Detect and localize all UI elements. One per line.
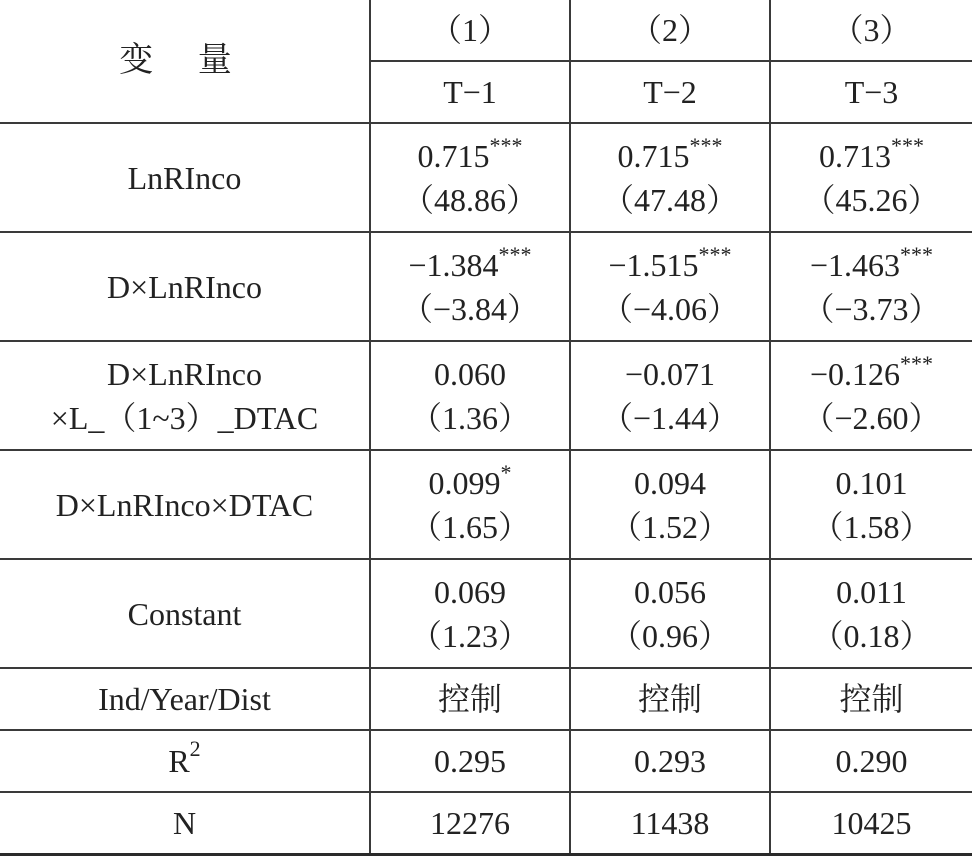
t-statistic: （0.96） [609, 617, 730, 654]
coefficient-line [371, 570, 569, 614]
coefficient-cell [570, 450, 770, 559]
variable-name: ×L_（1~3）_DTAC [50, 399, 319, 436]
t-statistic: （1.23） [409, 617, 530, 654]
coefficient-line [571, 570, 769, 614]
coefficient-value: 0.715 [417, 137, 490, 174]
coefficient-value: 0.069 [434, 573, 506, 610]
variable-name-cell [0, 232, 370, 341]
value-cell: 12276 [370, 792, 570, 855]
column-number-3: （3） [770, 0, 972, 61]
coefficient-line [571, 461, 769, 505]
t-statistic: （−4.06） [600, 290, 740, 327]
significance-stars: *** [498, 241, 532, 267]
column-number-2: （2） [570, 0, 770, 61]
table-row [0, 668, 972, 730]
t-statistic: （−2.60） [802, 399, 941, 436]
variable-name: D×LnRInco [107, 268, 262, 305]
coefficient-line [571, 134, 769, 178]
value-cell: 11438 [570, 792, 770, 855]
significance-stars: *** [891, 132, 924, 158]
coefficient-cell [570, 559, 770, 668]
t-statistic: （48.86） [401, 181, 538, 218]
t-statistic: （47.48） [601, 181, 738, 218]
coefficient-value: 0.101 [835, 464, 908, 501]
variable-name-cell [0, 559, 370, 668]
coefficient-cell [370, 341, 570, 450]
t-statistic: （−3.84） [400, 290, 540, 327]
coefficient-value: −0.071 [624, 355, 716, 392]
coefficient-cell [570, 123, 770, 232]
variable-name-cell [0, 450, 370, 559]
table-row [0, 450, 972, 559]
variable-name-cell [0, 792, 370, 855]
coefficient-value: −1.463 [809, 246, 901, 283]
variable-header: 变 量 [0, 0, 370, 123]
coefficient-cell [370, 559, 570, 668]
t-statistic: （1.58） [811, 508, 932, 545]
coefficient-value: −1.384 [408, 246, 499, 283]
coefficient-line [371, 134, 569, 178]
t-statistic: （1.65） [409, 508, 530, 545]
t-statistic: （45.26） [803, 181, 940, 218]
column-name-2: T−2 [570, 61, 770, 123]
coefficient-line [771, 461, 972, 505]
coefficient-value: −0.126 [809, 355, 901, 392]
coefficient-cell [770, 341, 972, 450]
significance-stars: * [500, 459, 512, 485]
variable-name-cell [0, 730, 370, 792]
variable-name: R [168, 743, 190, 779]
coefficient-cell [570, 341, 770, 450]
variable-name: Constant [127, 595, 242, 632]
table-row [0, 792, 972, 855]
table-row [0, 730, 972, 792]
coefficient-value: −1.515 [608, 246, 699, 283]
coefficient-cell [370, 123, 570, 232]
coefficient-line [571, 243, 769, 287]
label-superscript: 2 [189, 736, 201, 761]
coefficient-cell [370, 450, 570, 559]
t-statistic: （0.18） [811, 617, 932, 654]
table-row [0, 232, 972, 341]
table-row [0, 123, 972, 232]
significance-stars: *** [698, 241, 732, 267]
coefficient-line [571, 352, 769, 396]
t-statistic: （−3.73） [802, 290, 941, 327]
t-statistic: （1.52） [609, 508, 730, 545]
t-statistic: （1.36） [409, 399, 530, 436]
value-cell: 0.290 [770, 730, 972, 792]
significance-stars: *** [900, 241, 934, 267]
header-row-numbers [0, 0, 972, 61]
value-cell: 0.295 [370, 730, 570, 792]
significance-stars: *** [489, 132, 523, 158]
coefficient-line [371, 461, 569, 505]
coefficient-value: 0.099 [428, 464, 501, 501]
coefficient-cell [770, 232, 972, 341]
coefficient-value: 0.056 [634, 573, 706, 610]
column-number-1: （1） [370, 0, 570, 61]
variable-name: N [172, 805, 197, 841]
column-name-1: T−1 [370, 61, 570, 123]
coefficient-line [771, 352, 972, 396]
value-cell: 控制 [370, 668, 570, 730]
column-name-3: T−3 [770, 61, 972, 123]
variable-name: Ind/Year/Dist [98, 681, 271, 717]
coefficient-value: 0.094 [634, 464, 706, 501]
variable-name-cell [0, 123, 370, 232]
table-row [0, 341, 972, 450]
coefficient-cell [770, 123, 972, 232]
table-row [0, 559, 972, 668]
coefficient-line [371, 243, 569, 287]
t-statistic: （−1.44） [600, 399, 740, 436]
value-cell: 10425 [770, 792, 972, 855]
coefficient-value: 0.011 [836, 573, 907, 610]
coefficient-line [371, 352, 569, 396]
significance-stars: *** [689, 132, 723, 158]
value-cell: 控制 [770, 668, 972, 730]
coefficient-value: 0.715 [617, 137, 690, 174]
coefficient-value: 0.060 [434, 355, 506, 392]
value-cell: 0.293 [570, 730, 770, 792]
variable-name: D×LnRInco [107, 355, 262, 392]
coefficient-cell [770, 559, 972, 668]
coefficient-value: 0.713 [819, 137, 891, 174]
variable-name-cell [0, 668, 370, 730]
coefficient-cell [770, 450, 972, 559]
coefficient-line [771, 570, 972, 614]
coefficient-line [771, 134, 972, 178]
coefficient-cell [570, 232, 770, 341]
value-cell: 控制 [570, 668, 770, 730]
variable-name: D×LnRInco×DTAC [55, 486, 314, 523]
coefficient-line [771, 243, 972, 287]
significance-stars: *** [900, 350, 934, 376]
variable-name-cell [0, 341, 370, 450]
coefficient-cell [370, 232, 570, 341]
variable-name: LnRInco [127, 159, 242, 196]
